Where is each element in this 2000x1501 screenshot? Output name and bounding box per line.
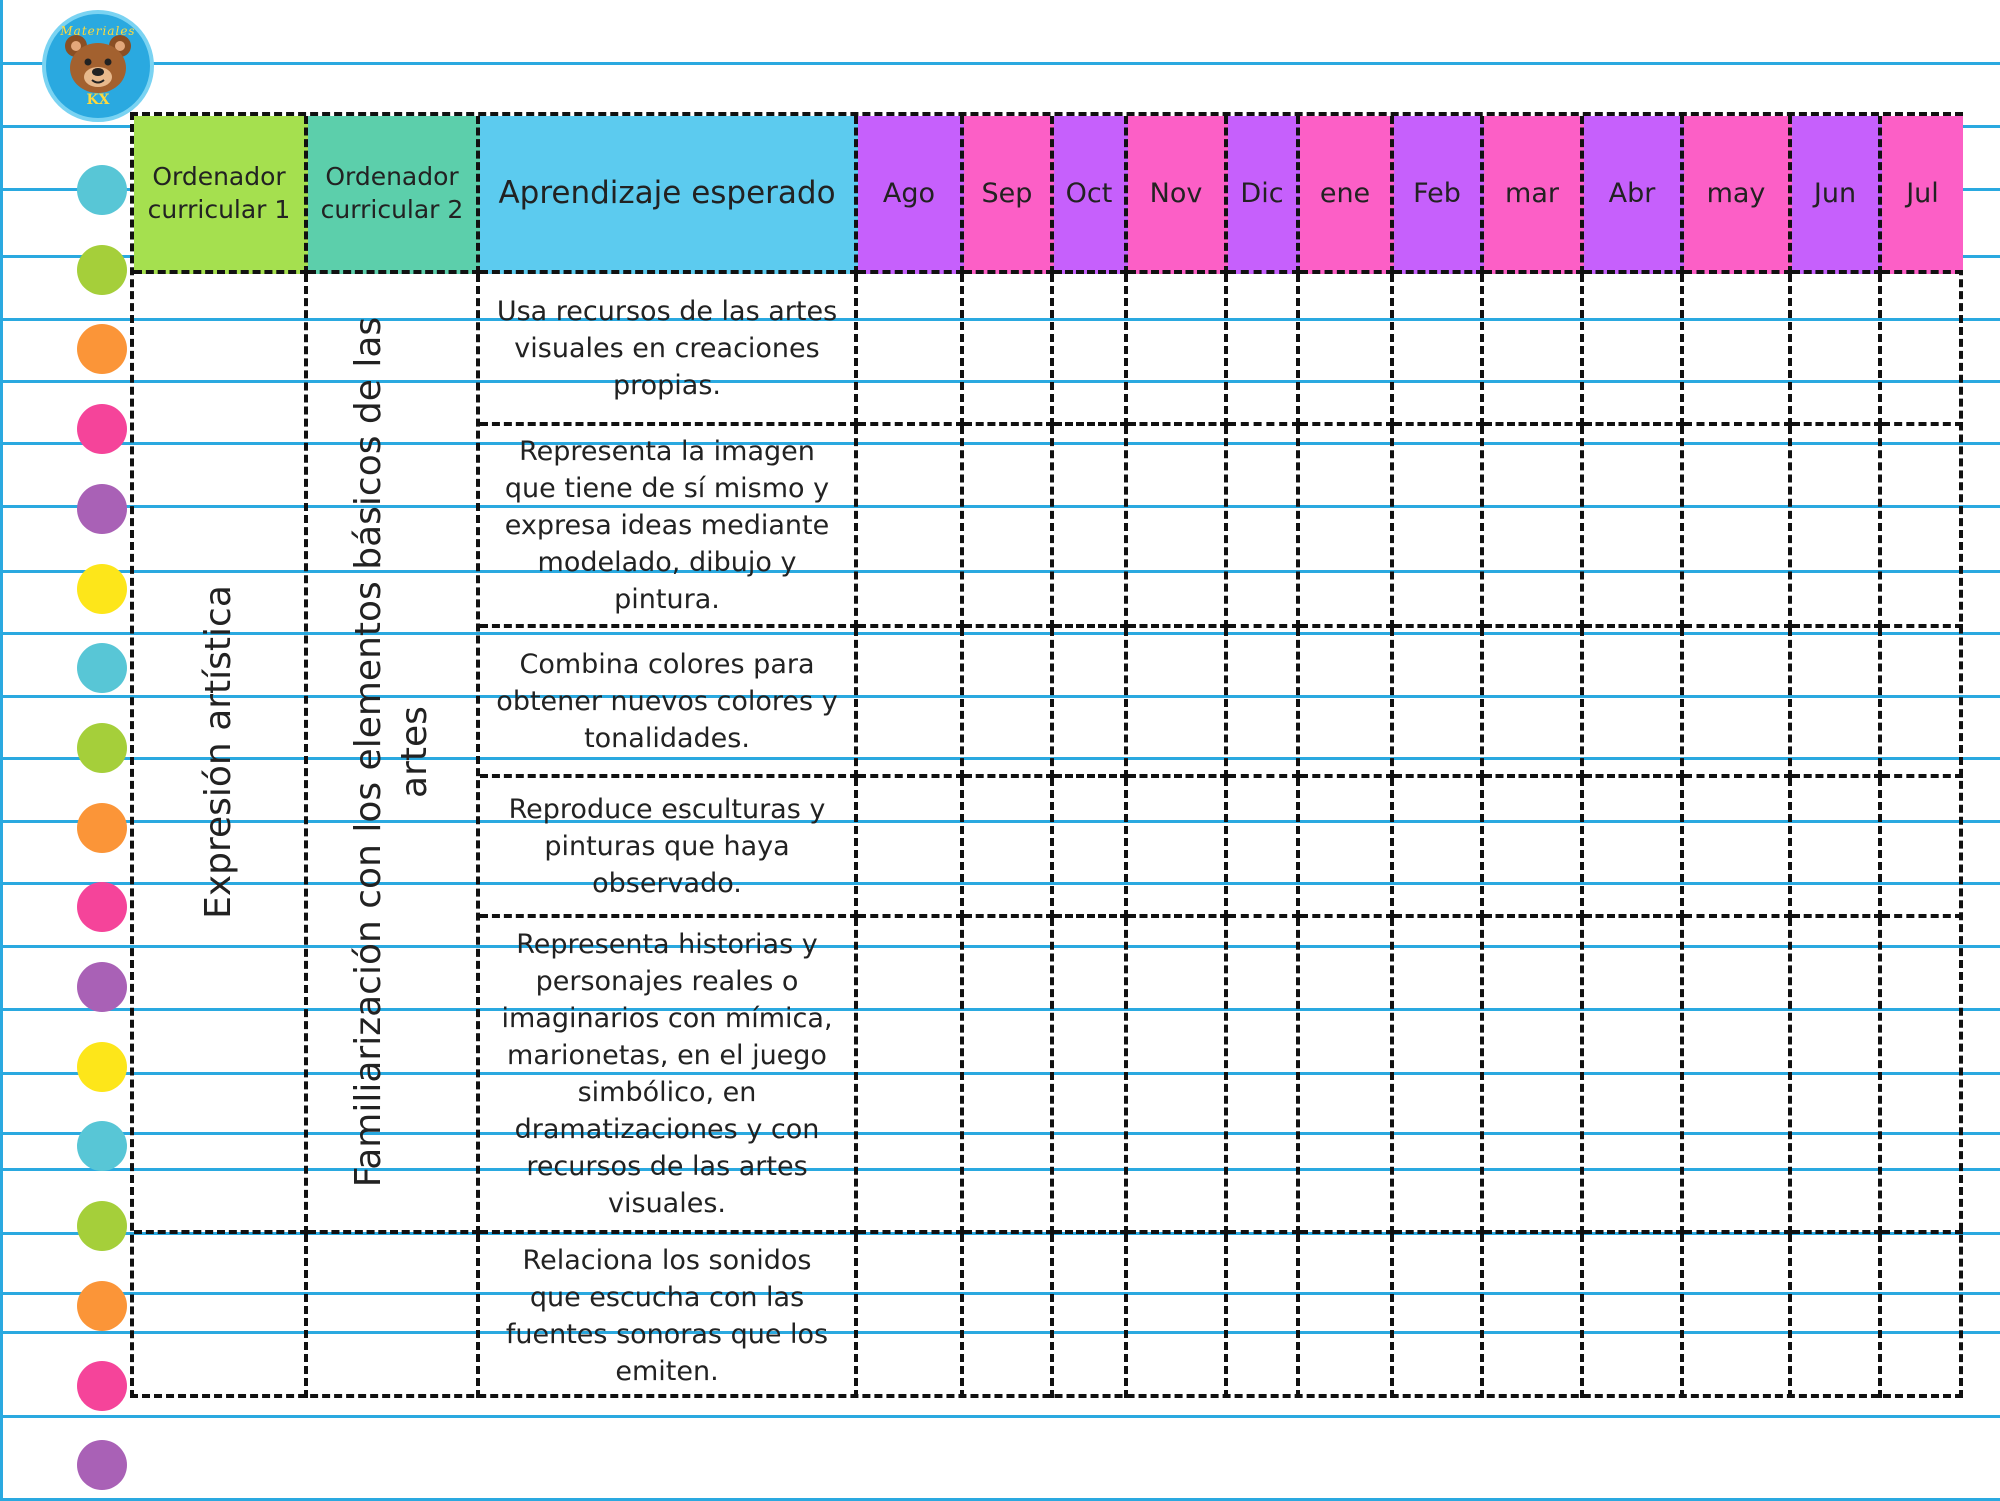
binder-dot (77, 324, 127, 374)
aprendizaje-cell: Usa recursos de las artes visuales en creaciones propias. (480, 274, 858, 426)
notebook-rule-line (0, 62, 2000, 65)
header-aprendizaje: Aprendizaje esperado (480, 116, 858, 274)
binder-dot (77, 165, 127, 215)
binder-dot (77, 882, 127, 932)
month-check-cell-sep[interactable] (964, 426, 1054, 628)
month-check-cell-ago[interactable] (858, 426, 964, 628)
month-check-cell-ene[interactable] (1300, 628, 1394, 778)
month-check-cell-dic[interactable] (1228, 778, 1300, 918)
month-check-cell-dic[interactable] (1228, 426, 1300, 628)
month-check-cell-may[interactable] (1684, 778, 1792, 918)
month-check-cell-feb[interactable] (1394, 778, 1484, 918)
month-check-cell-ago[interactable] (858, 918, 964, 1234)
month-check-cell-abr[interactable] (1584, 1234, 1684, 1398)
binder-dot (77, 1201, 127, 1251)
month-check-cell-mar[interactable] (1484, 918, 1584, 1234)
month-check-cell-dic[interactable] (1228, 628, 1300, 778)
month-check-cell-nov[interactable] (1128, 274, 1228, 426)
month-check-cell-jul[interactable] (1882, 1234, 1963, 1398)
month-check-cell-abr[interactable] (1584, 628, 1684, 778)
month-check-cell-ene[interactable] (1300, 778, 1394, 918)
month-check-cell-ene[interactable] (1300, 274, 1394, 426)
month-header-feb: Feb (1394, 116, 1484, 274)
month-check-cell-jun[interactable] (1792, 274, 1882, 426)
month-check-cell-ene[interactable] (1300, 1234, 1394, 1398)
month-check-cell-sep[interactable] (964, 1234, 1054, 1398)
month-check-cell-nov[interactable] (1128, 426, 1228, 628)
month-check-cell-nov[interactable] (1128, 918, 1228, 1234)
month-check-cell-oct[interactable] (1054, 426, 1128, 628)
month-check-cell-may[interactable] (1684, 274, 1792, 426)
ordenador-1-cell (134, 274, 308, 1234)
binder-dot (77, 803, 127, 853)
header-ordenador-2: Ordenador curricular 2 (308, 116, 480, 274)
month-check-cell-jun[interactable] (1792, 426, 1882, 628)
month-check-cell-abr[interactable] (1584, 778, 1684, 918)
binder-dot (77, 1440, 127, 1490)
page-left-margin (0, 0, 3, 1500)
month-check-cell-dic[interactable] (1228, 1234, 1300, 1398)
ordenador-1-empty-cell (134, 1234, 308, 1398)
month-header-mar: mar (1484, 116, 1584, 274)
month-check-cell-nov[interactable] (1128, 778, 1228, 918)
header-ordenador-1: Ordenador curricular 1 (134, 116, 308, 274)
month-check-cell-dic[interactable] (1228, 274, 1300, 426)
month-check-cell-ene[interactable] (1300, 918, 1394, 1234)
month-check-cell-abr[interactable] (1584, 274, 1684, 426)
month-check-cell-jun[interactable] (1792, 628, 1882, 778)
month-header-may: may (1684, 116, 1792, 274)
month-check-cell-feb[interactable] (1394, 1234, 1484, 1398)
binder-dot (77, 1121, 127, 1171)
aprendizaje-cell: Relaciona los sonidos que escucha con las fuentes sonoras que los emiten. (480, 1234, 858, 1398)
month-check-cell-feb[interactable] (1394, 274, 1484, 426)
aprendizaje-cell: Combina colores para obtener nuevos colores y tonalidades. (480, 628, 858, 778)
month-check-cell-jun[interactable] (1792, 778, 1882, 918)
month-check-cell-jul[interactable] (1882, 918, 1963, 1234)
binder-dot (77, 1361, 127, 1411)
month-check-cell-jul[interactable] (1882, 628, 1963, 778)
materiales-kx-logo (42, 10, 154, 122)
binder-dot (77, 404, 127, 454)
month-header-jul: Jul (1882, 116, 1963, 274)
month-check-cell-jul[interactable] (1882, 778, 1963, 918)
month-check-cell-mar[interactable] (1484, 1234, 1584, 1398)
month-check-cell-feb[interactable] (1394, 426, 1484, 628)
month-check-cell-sep[interactable] (964, 628, 1054, 778)
month-check-cell-ago[interactable] (858, 628, 964, 778)
month-check-cell-feb[interactable] (1394, 918, 1484, 1234)
month-check-cell-sep[interactable] (964, 778, 1054, 918)
month-check-cell-oct[interactable] (1054, 274, 1128, 426)
binder-dot (77, 643, 127, 693)
month-check-cell-mar[interactable] (1484, 628, 1584, 778)
aprendizaje-cell: Representa historias y personajes reales o imaginarios con mímica, marionetas, en el juego simbólico, en dramatizaciones y con recursos de las artes visuales. (480, 918, 858, 1234)
planning-table (130, 112, 1963, 1398)
ordenador-2-empty-cell (308, 1234, 480, 1398)
binder-dot (77, 245, 127, 295)
month-check-cell-nov[interactable] (1128, 1234, 1228, 1398)
month-check-cell-ago[interactable] (858, 778, 964, 918)
month-check-cell-oct[interactable] (1054, 1234, 1128, 1398)
ordenador-2-cell (308, 274, 480, 1234)
month-check-cell-jul[interactable] (1882, 274, 1963, 426)
binder-dot (77, 1042, 127, 1092)
month-check-cell-feb[interactable] (1394, 628, 1484, 778)
month-check-cell-jun[interactable] (1792, 918, 1882, 1234)
month-header-abr: Abr (1584, 116, 1684, 274)
month-check-cell-ago[interactable] (858, 1234, 964, 1398)
month-check-cell-abr[interactable] (1584, 918, 1684, 1234)
binder-dot (77, 564, 127, 614)
month-check-cell-mar[interactable] (1484, 778, 1584, 918)
month-header-jun: Jun (1792, 116, 1882, 274)
month-check-cell-oct[interactable] (1054, 918, 1128, 1234)
month-check-cell-sep[interactable] (964, 274, 1054, 426)
aprendizaje-cell: Reproduce esculturas y pinturas que haya observado. (480, 778, 858, 918)
logo-text-top: Materiales (60, 24, 136, 38)
month-check-cell-may[interactable] (1684, 426, 1792, 628)
binder-dot (77, 484, 127, 534)
month-check-cell-oct[interactable] (1054, 628, 1128, 778)
month-check-cell-jun[interactable] (1792, 1234, 1882, 1398)
month-header-sep: Sep (964, 116, 1054, 274)
notebook-rule-line (0, 1415, 2000, 1418)
month-check-cell-nov[interactable] (1128, 628, 1228, 778)
month-header-dic: Dic (1228, 116, 1300, 274)
month-check-cell-may[interactable] (1684, 918, 1792, 1234)
month-check-cell-ene[interactable] (1300, 426, 1394, 628)
month-header-oct: Oct (1054, 116, 1128, 274)
aprendizaje-cell: Representa la imagen que tiene de sí mismo y expresa ideas mediante modelado, dibujo y pintura. (480, 426, 858, 628)
logo-text-bottom: KX (86, 92, 110, 108)
month-check-cell-may[interactable] (1684, 628, 1792, 778)
month-check-cell-abr[interactable] (1584, 426, 1684, 628)
month-check-cell-mar[interactable] (1484, 426, 1584, 628)
month-check-cell-may[interactable] (1684, 1234, 1792, 1398)
ordenador-1-text: Expresión artística (198, 585, 239, 919)
binder-dot (77, 962, 127, 1012)
binder-dot (77, 1281, 127, 1331)
month-check-cell-jul[interactable] (1882, 426, 1963, 628)
binder-dot (77, 723, 127, 773)
month-check-cell-ago[interactable] (858, 274, 964, 426)
month-header-ene: ene (1300, 116, 1394, 274)
month-check-cell-oct[interactable] (1054, 778, 1128, 918)
month-check-cell-mar[interactable] (1484, 274, 1584, 426)
month-header-ago: Ago (858, 116, 964, 274)
month-header-nov: Nov (1128, 116, 1228, 274)
month-check-cell-dic[interactable] (1228, 918, 1300, 1234)
month-check-cell-sep[interactable] (964, 918, 1054, 1234)
ordenador-2-text: Familiarización con los elementos básicos de las artes (348, 316, 435, 1188)
